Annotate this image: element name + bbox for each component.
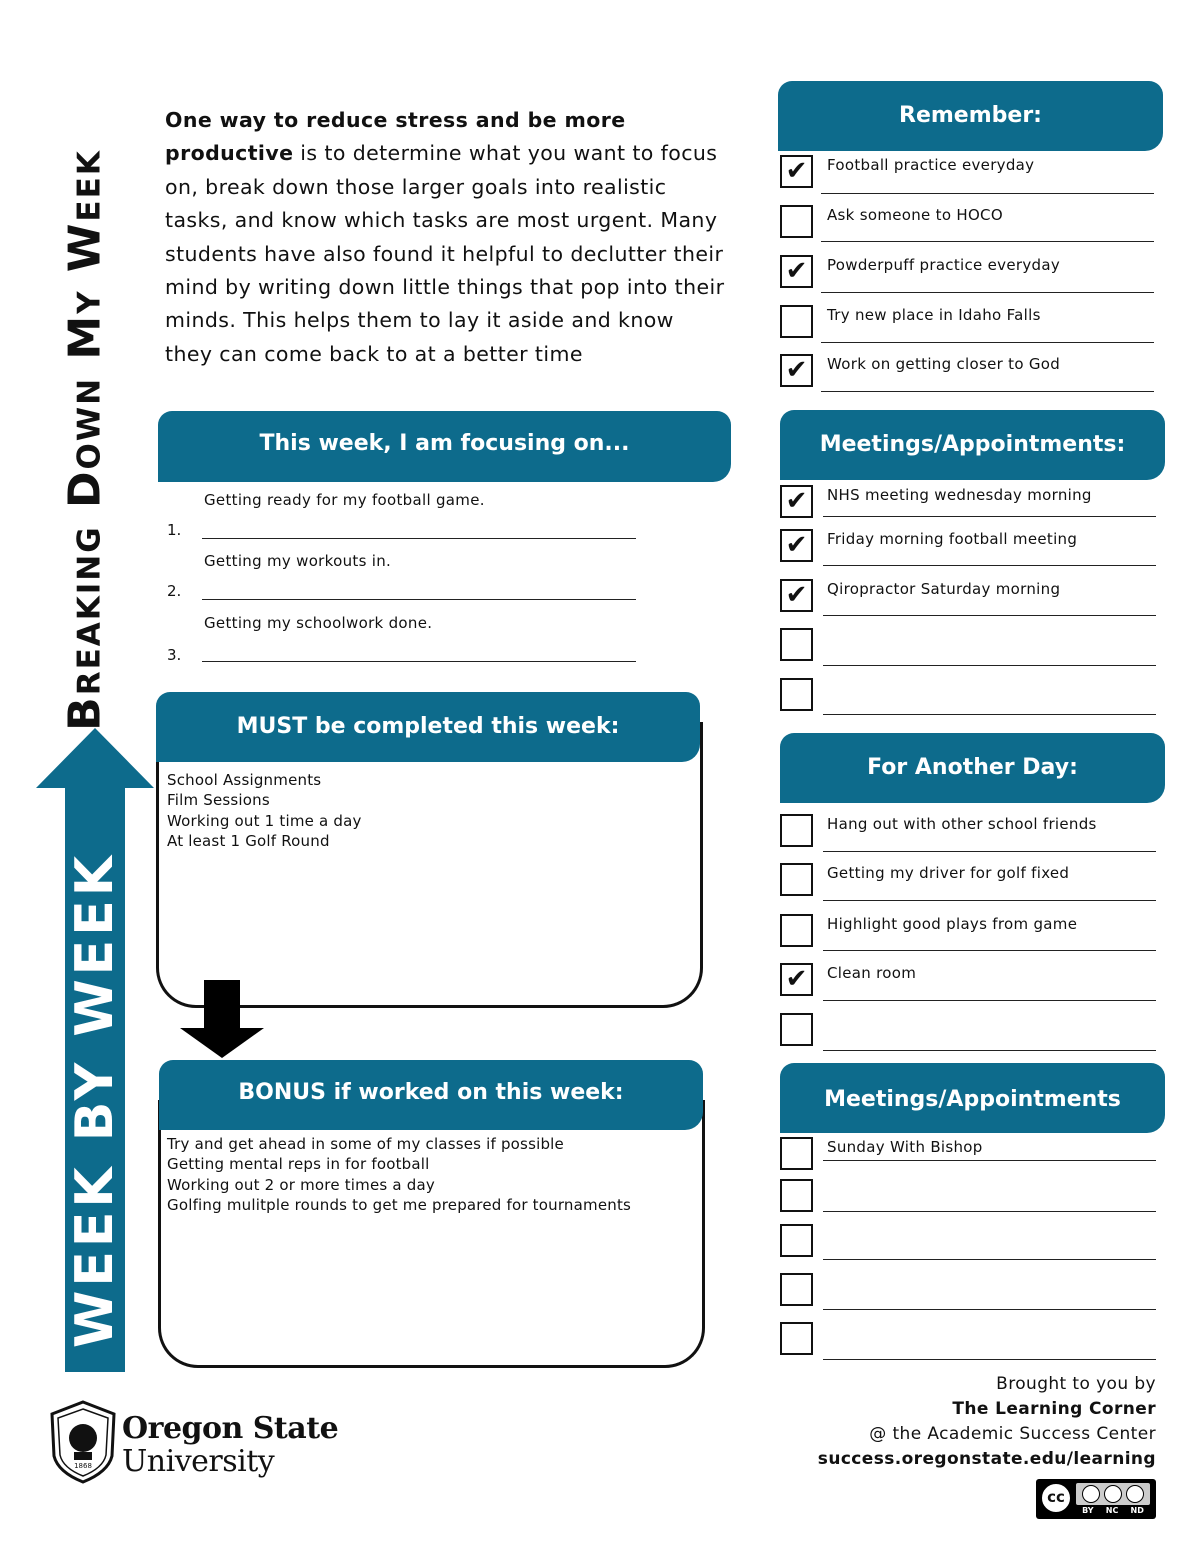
another-day-checkbox-4[interactable]: ✔	[780, 963, 813, 996]
by-icon	[1082, 1485, 1100, 1503]
another-day-item-2[interactable]: Getting my driver for golf fixed	[827, 864, 1070, 882]
another-day-checkbox-2[interactable]	[780, 863, 813, 896]
must-box	[156, 722, 703, 1008]
osu-line1: Oregon State	[122, 1411, 339, 1446]
another-day-header	[780, 733, 1165, 803]
meetings1-item-3[interactable]: Qiropractor Saturday morning	[827, 580, 1061, 598]
meetings1-item-1[interactable]: NHS meeting wednesday morning	[827, 486, 1092, 504]
meetings1-checkbox-1[interactable]: ✔	[780, 485, 813, 518]
entry-line	[821, 241, 1154, 242]
entry-line	[823, 615, 1156, 616]
remember-item-2[interactable]: Ask someone to HOCO	[827, 206, 1003, 224]
cc-tag-nc: NC	[1105, 1506, 1119, 1515]
footer-line2: The Learning Corner	[952, 1399, 1156, 1419]
meetings2-header-label: Meetings/Appointments	[824, 1087, 1121, 1112]
nc-icon	[1104, 1485, 1122, 1503]
nd-icon	[1126, 1485, 1144, 1503]
footer-link[interactable]: success.oregonstate.edu/learning	[817, 1449, 1156, 1469]
remember-checkbox-3[interactable]: ✔	[780, 255, 813, 288]
osu-line2: University	[122, 1444, 275, 1479]
must-list[interactable]: School Assignments Film Sessions Working out 1 time a day At least 1 Golf Round	[167, 771, 362, 851]
remember-checkbox-5[interactable]: ✔	[780, 354, 813, 387]
footer-credit	[818, 1372, 1156, 1472]
another-day-header-label: For Another Day:	[867, 755, 1078, 780]
cc-tag-by: BY	[1082, 1506, 1094, 1515]
meetings1-checkbox-3[interactable]: ✔	[780, 579, 813, 612]
meetings2-checkbox-2[interactable]	[780, 1179, 813, 1212]
cc-icons-strip	[1076, 1483, 1150, 1505]
meetings1-checkbox-5[interactable]	[780, 678, 813, 711]
remember-item-5[interactable]: Work on getting closer to God	[827, 355, 1061, 373]
focus-item-2-text[interactable]: Getting my workouts in.	[204, 552, 392, 570]
focus-item-1-num: 1.	[167, 521, 182, 539]
focus-item-3-num: 3.	[167, 646, 182, 664]
footer-line1: Brought to you by	[996, 1374, 1156, 1394]
meetings2-checkbox-4[interactable]	[780, 1273, 813, 1306]
meetings1-checkbox-4[interactable]	[780, 628, 813, 661]
entry-line	[823, 665, 1156, 666]
entry-line	[823, 565, 1156, 566]
osu-wordmark	[122, 1412, 338, 1478]
intro-paragraph	[165, 104, 725, 371]
bonus-list[interactable]: Try and get ahead in some of my classes if possible Getting mental reps in for football Working out 2 or more times a day Golfing mulitple rounds to get me prepared for tournaments	[167, 1135, 632, 1215]
entry-line	[823, 1309, 1156, 1310]
entry-line	[823, 1000, 1156, 1001]
meetings1-item-2[interactable]: Friday morning football meeting	[827, 530, 1078, 548]
osu-seal-icon	[48, 1400, 118, 1484]
footer-line3: @ the Academic Success Center	[869, 1424, 1156, 1444]
entry-line	[821, 391, 1154, 392]
entry-line	[823, 851, 1156, 852]
entry-line	[821, 292, 1154, 293]
focus-line	[202, 599, 636, 600]
entry-line	[823, 1050, 1156, 1051]
intro-rest: is to determine what you want to focus on, break down those larger goals into realistic tasks, and know which tasks are most urgent. Many students have also found it helpful to declutter their mind by writing down little things that pop into their minds. This helps them to lay it aside and know they can come back to at a better time	[165, 141, 725, 366]
remember-header	[778, 81, 1163, 151]
another-day-item-4[interactable]: Clean room	[827, 964, 917, 982]
bonus-header-label: BONUS if worked on this week:	[238, 1080, 624, 1105]
meetings1-header	[780, 410, 1165, 480]
remember-checkbox-1[interactable]: ✔	[780, 155, 813, 188]
focus-header	[158, 411, 731, 482]
entry-line	[823, 900, 1156, 901]
entry-line	[823, 714, 1156, 715]
entry-line	[823, 950, 1156, 951]
meetings1-checkbox-2[interactable]: ✔	[780, 529, 813, 562]
remember-item-3[interactable]: Powderpuff practice everyday	[827, 256, 1061, 274]
focus-item-2-num: 2.	[167, 582, 182, 600]
arrow-head-icon	[36, 728, 154, 788]
meetings1-header-label: Meetings/Appointments:	[819, 432, 1126, 457]
cc-icon: cc	[1040, 1482, 1072, 1514]
remember-header-label: Remember:	[899, 103, 1042, 128]
cc-tag-nd: ND	[1130, 1506, 1144, 1515]
breaking-down-title: Breaking Down My Week	[59, 149, 111, 731]
cc-tags	[1076, 1506, 1150, 1515]
down-arrow-icon	[180, 980, 264, 1058]
entry-line	[823, 1211, 1156, 1212]
another-day-item-3[interactable]: Highlight good plays from game	[827, 915, 1078, 933]
must-header-label: MUST be completed this week:	[236, 714, 620, 739]
intro-bold: One way to reduce stress and be more productive	[165, 108, 626, 166]
focus-line	[202, 661, 636, 662]
entry-line	[821, 342, 1154, 343]
entry-line	[821, 193, 1154, 194]
remember-item-4[interactable]: Try new place in Idaho Falls	[827, 306, 1041, 324]
meetings2-checkbox-3[interactable]	[780, 1224, 813, 1257]
remember-item-1[interactable]: Football practice everyday	[827, 156, 1035, 174]
must-header	[156, 692, 700, 762]
another-day-item-1[interactable]: Hang out with other school friends	[827, 815, 1097, 833]
entry-line	[823, 1259, 1156, 1260]
meetings2-item-1[interactable]: Sunday With Bishop	[827, 1138, 983, 1156]
meetings2-checkbox-5[interactable]	[780, 1322, 813, 1355]
seal-year: 1868	[74, 1462, 92, 1470]
entry-line	[823, 1160, 1156, 1161]
focus-line	[202, 538, 636, 539]
focus-header-label: This week, I am focusing on...	[259, 431, 630, 456]
bonus-header	[159, 1060, 703, 1130]
meetings2-checkbox-1[interactable]	[780, 1137, 813, 1170]
meetings2-header	[780, 1063, 1165, 1133]
week-by-week-title: WEEK BY WEEK	[65, 851, 125, 1349]
another-day-checkbox-3[interactable]	[780, 914, 813, 947]
another-day-checkbox-1[interactable]	[780, 814, 813, 847]
remember-checkbox-4[interactable]	[780, 305, 813, 338]
focus-item-1-text[interactable]: Getting ready for my football game.	[204, 491, 485, 509]
entry-line	[823, 1359, 1156, 1360]
focus-item-3-text[interactable]: Getting my schoolwork done.	[204, 614, 433, 632]
remember-checkbox-2[interactable]	[780, 205, 813, 238]
cc-license-badge[interactable]	[1036, 1479, 1156, 1519]
entry-line	[823, 516, 1156, 517]
another-day-checkbox-5[interactable]	[780, 1013, 813, 1046]
